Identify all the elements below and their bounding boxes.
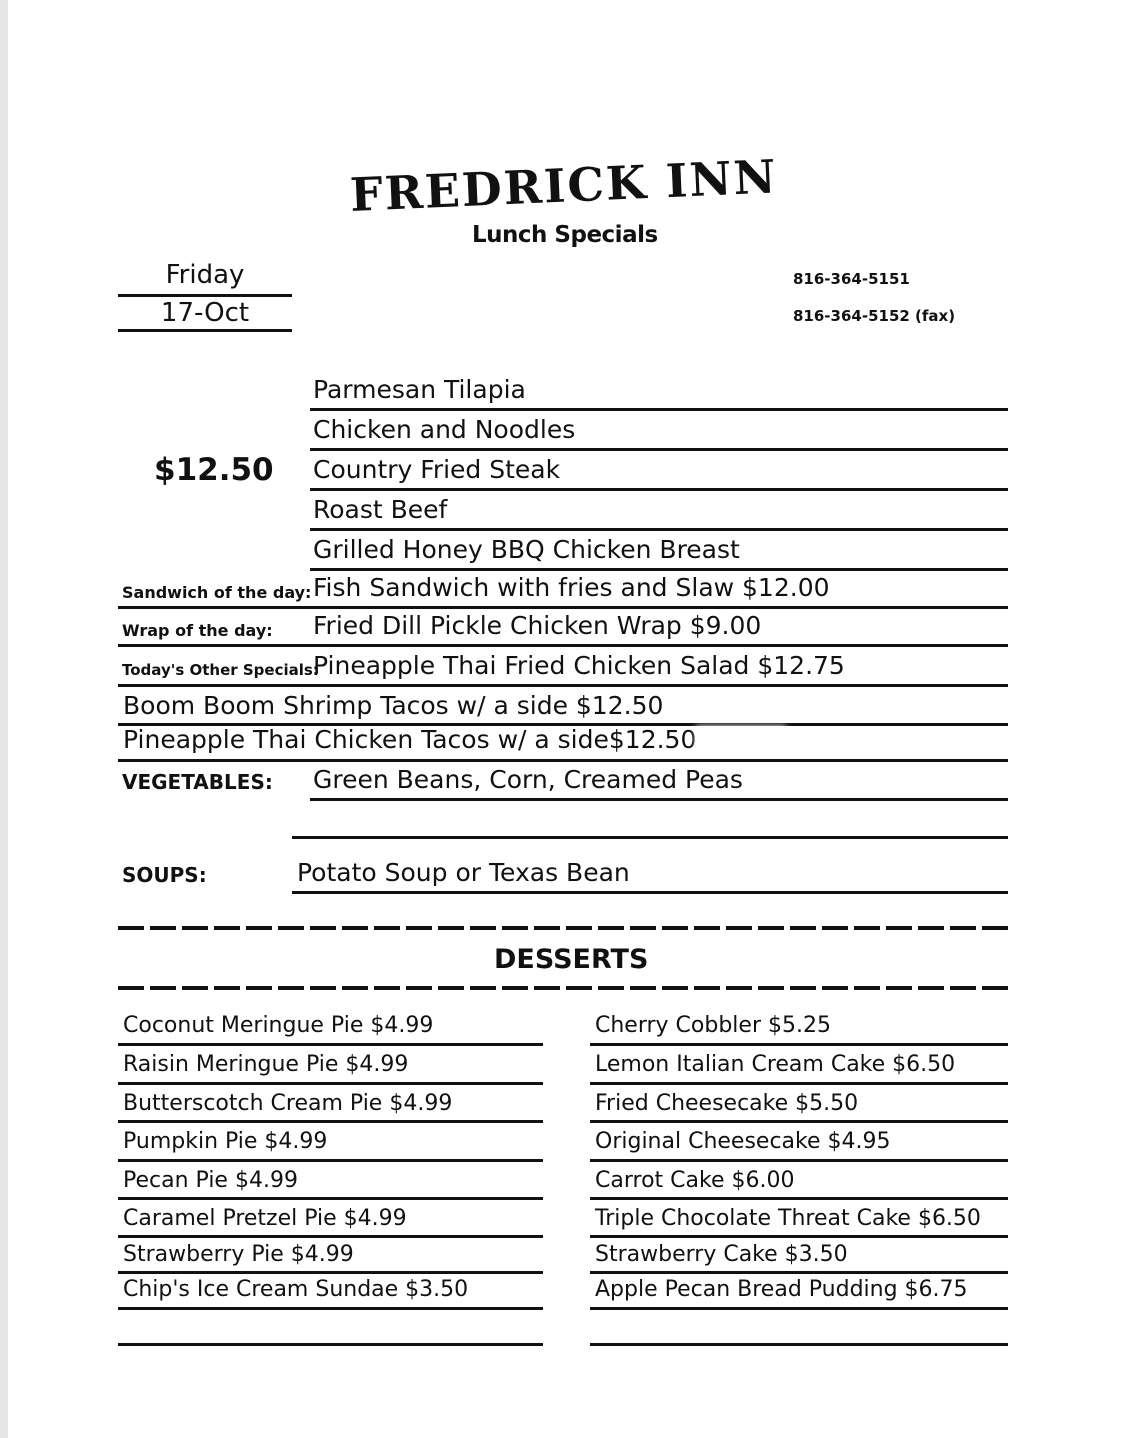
rule	[590, 1120, 1008, 1123]
dessert-item: Pecan Pie $4.99	[123, 1168, 298, 1193]
rule	[310, 488, 1008, 491]
rule	[590, 1082, 1008, 1085]
extra-special: Boom Boom Shrimp Tacos w/ a side $12.50	[123, 691, 664, 720]
soups-label: SOUPS:	[122, 863, 207, 887]
rule	[118, 606, 1008, 609]
rule	[590, 1343, 1008, 1346]
entree-item: Roast Beef	[313, 495, 448, 524]
rule	[118, 1043, 543, 1046]
rule	[118, 1197, 543, 1200]
entree-item: Country Fried Steak	[313, 455, 561, 484]
rule	[118, 1343, 543, 1346]
rule	[310, 408, 1008, 411]
day-underline	[118, 294, 292, 297]
rule	[310, 448, 1008, 451]
dessert-item: Chip's Ice Cream Sundae $3.50	[123, 1277, 469, 1302]
rule	[118, 684, 1008, 687]
rule	[590, 1307, 1008, 1310]
fax-number: 816-364-5152 (fax)	[793, 307, 956, 325]
rule	[292, 891, 1008, 894]
wrap-label: Wrap of the day:	[122, 621, 273, 640]
page-edge-shadow	[0, 0, 8, 1438]
dessert-item: Raisin Meringue Pie $4.99	[123, 1052, 409, 1077]
dessert-item: Coconut Meringue Pie $4.99	[123, 1013, 434, 1038]
rule	[590, 1043, 1008, 1046]
rule	[590, 1159, 1008, 1162]
vegetables-label: VEGETABLES:	[122, 770, 273, 794]
dessert-item: Fried Cheesecake $5.50	[595, 1091, 859, 1116]
dessert-item: Cherry Cobbler $5.25	[595, 1013, 831, 1038]
other-special: Pineapple Thai Fried Chicken Salad $12.75	[313, 651, 845, 680]
rule	[310, 798, 1008, 801]
dessert-item: Strawberry Pie $4.99	[123, 1242, 354, 1267]
menu-day: Friday	[165, 260, 245, 290]
rule	[118, 1307, 543, 1310]
rule	[118, 1120, 543, 1123]
dessert-item: Apple Pecan Bread Pudding $6.75	[595, 1277, 968, 1302]
redacted-patch	[700, 730, 782, 754]
soups-list: Potato Soup or Texas Bean	[297, 858, 630, 887]
rule	[118, 1271, 543, 1274]
other-specials-label: Today's Other Specials:	[122, 661, 319, 679]
wrap-of-the-day: Fried Dill Pickle Chicken Wrap $9.00	[313, 611, 762, 640]
entree-item: Parmesan Tilapia	[313, 375, 526, 404]
rule	[118, 1082, 543, 1085]
date-underline	[118, 329, 292, 332]
dessert-item: Pumpkin Pie $4.99	[123, 1129, 328, 1154]
rule	[310, 528, 1008, 531]
rule	[118, 1159, 543, 1162]
rule	[292, 836, 1008, 839]
rule	[590, 1235, 1008, 1238]
rule	[118, 644, 1008, 647]
sandwich-label: Sandwich of the day:	[122, 583, 312, 602]
rule	[118, 759, 1008, 762]
rule	[118, 1235, 543, 1238]
entree-price: $12.50	[154, 452, 274, 488]
dessert-item: Butterscotch Cream Pie $4.99	[123, 1091, 453, 1116]
extra-special: Pineapple Thai Chicken Tacos w/ a side$12.50	[123, 725, 697, 754]
dessert-item: Triple Chocolate Threat Cake $6.50	[595, 1206, 981, 1231]
entree-item: Grilled Honey BBQ Chicken Breast	[313, 535, 740, 564]
vegetables-list: Green Beans, Corn, Creamed Peas	[313, 765, 743, 794]
dessert-item: Carrot Cake $6.00	[595, 1168, 795, 1193]
dessert-item: Original Cheesecake $4.95	[595, 1129, 891, 1154]
desserts-heading: DESSERTS	[494, 944, 649, 975]
dessert-item: Strawberry Cake $3.50	[595, 1242, 848, 1267]
rule	[590, 1271, 1008, 1274]
sandwich-of-the-day: Fish Sandwich with fries and Slaw $12.00	[313, 573, 830, 602]
phone-number: 816-364-5151	[793, 270, 910, 288]
dashed-divider	[118, 926, 1008, 930]
menu-subtitle: Lunch Specials	[472, 222, 658, 248]
rule	[310, 568, 1008, 571]
entree-item: Chicken and Noodles	[313, 415, 576, 444]
rule	[590, 1197, 1008, 1200]
menu-date: 17-Oct	[160, 298, 250, 328]
dessert-item: Lemon Italian Cream Cake $6.50	[595, 1052, 956, 1077]
dessert-item: Caramel Pretzel Pie $4.99	[123, 1206, 407, 1231]
dashed-divider	[118, 986, 1008, 990]
restaurant-name: FREDRICK INN	[348, 149, 779, 222]
